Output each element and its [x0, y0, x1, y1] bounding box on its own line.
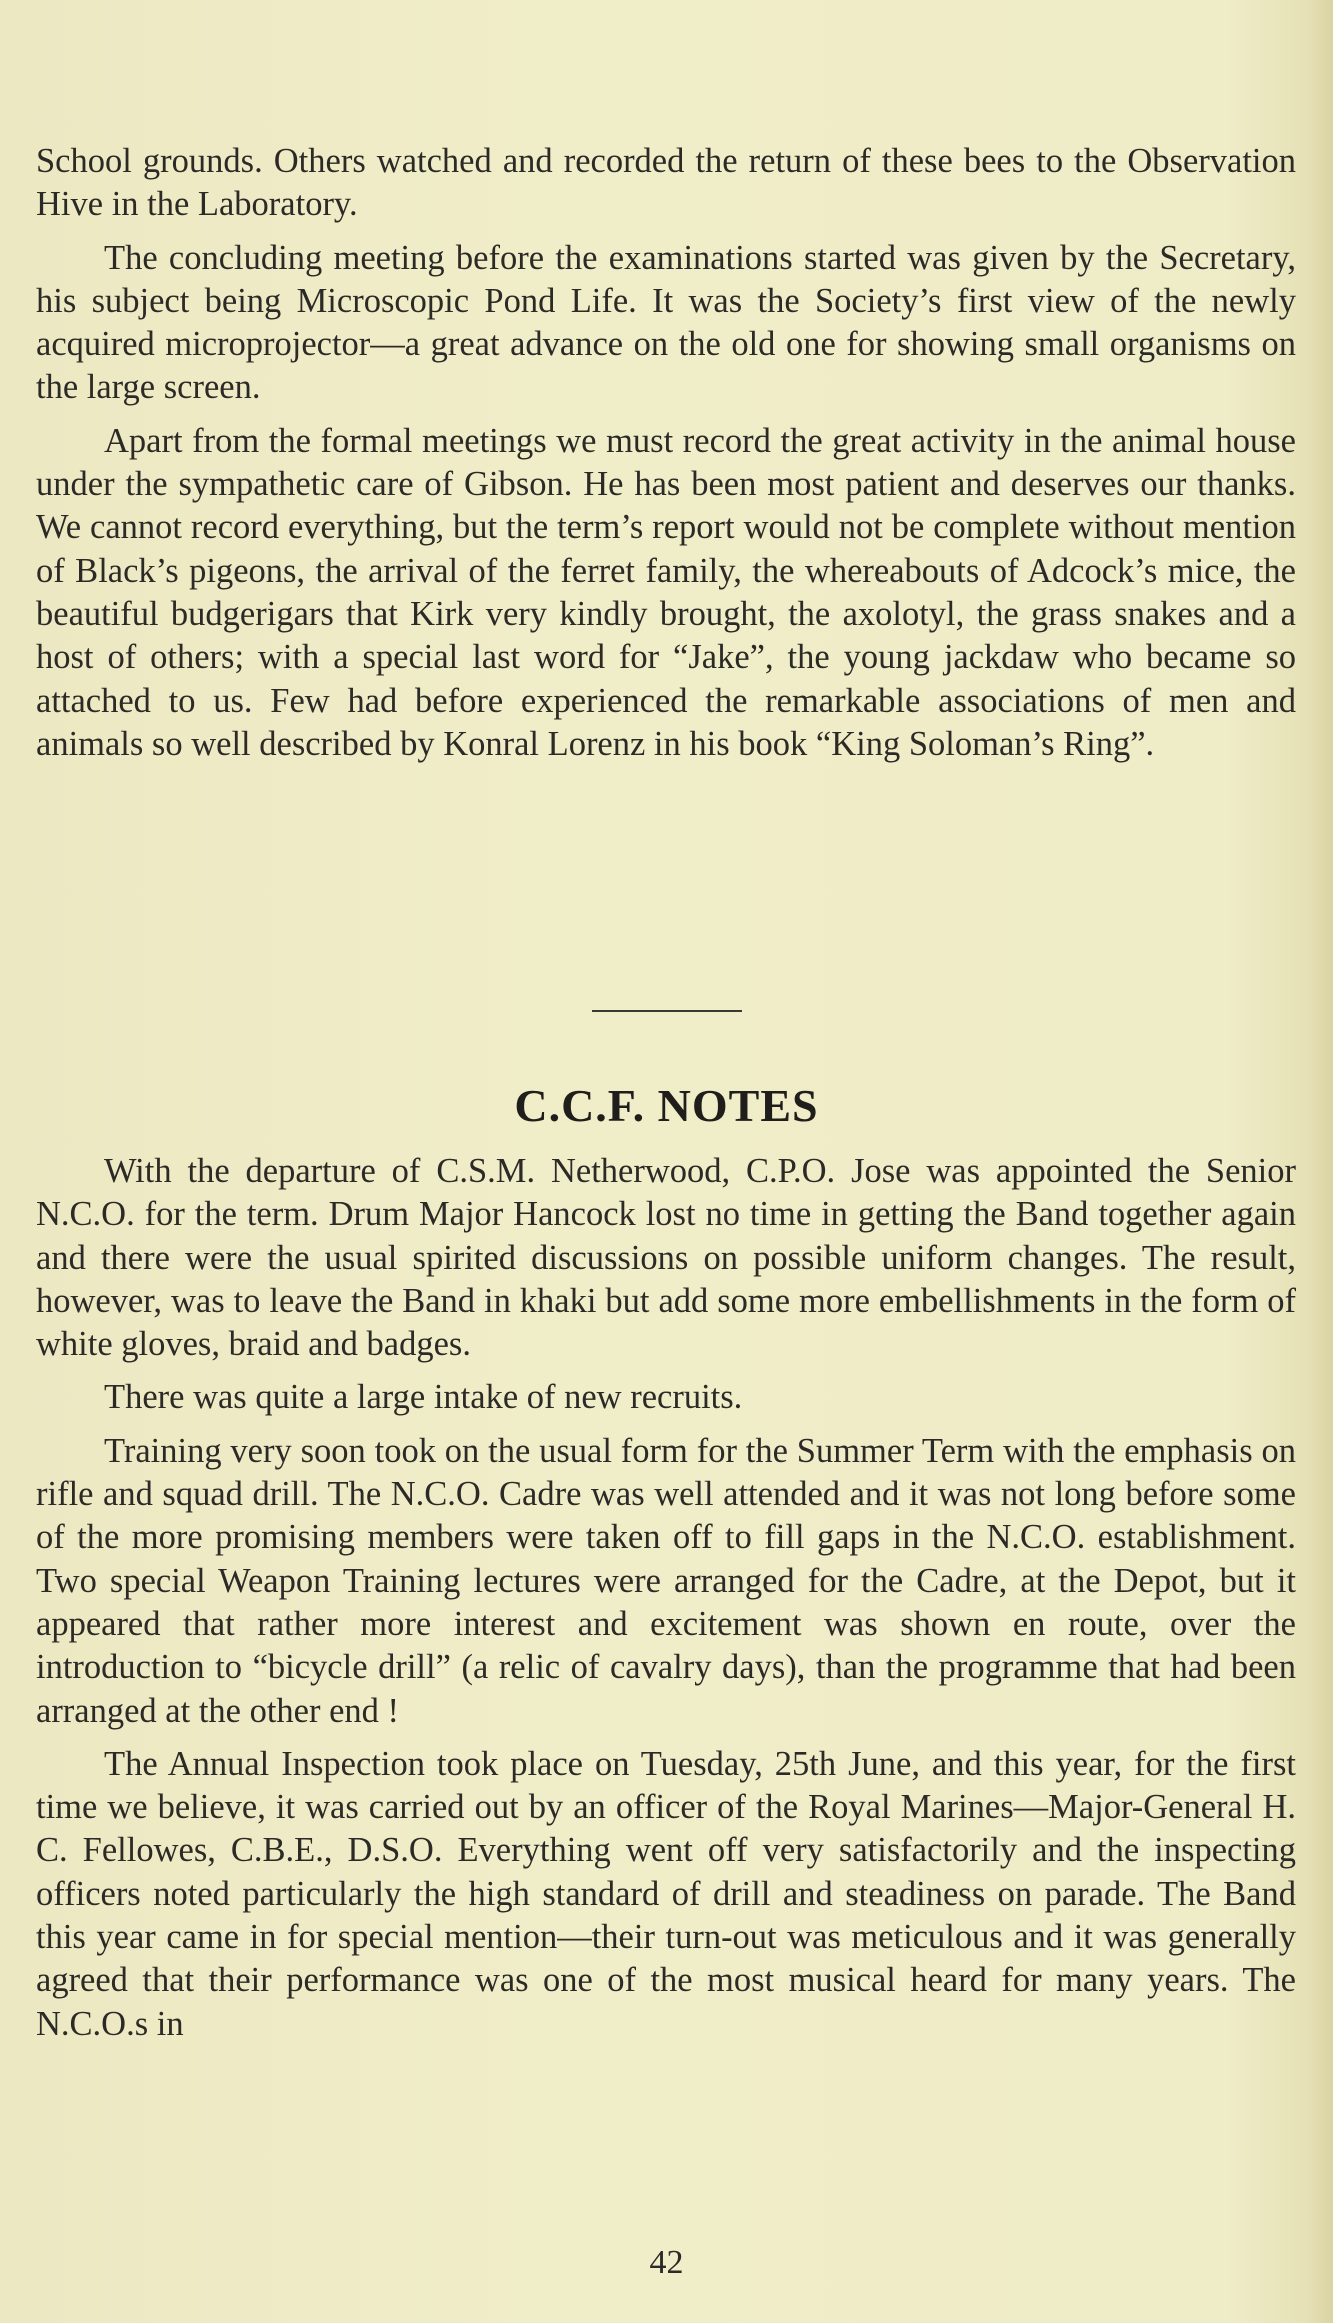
paragraph: The concluding meeting before the examinations started was given by the Secretary, his subject being Microscopic Pond Life. It was the Society’s first view of the newly acquired microprojector—a great advance on the old one for showing small organisms on the large screen. [36, 238, 1296, 407]
ccf-notes-body [36, 1150, 1296, 2056]
paragraph: Training very soon took on the usual form for the Summer Term with the emphasis on rifle and squad drill. The N.C.O. Cadre was well attended and it was not long before some of the more promising members were taken off to fill gaps in the N.C.O. establishment. Two special Weapon Training lectures were arranged for the Cadre, at the Depot, but it appeared that rather more interest and excitement was shown en route, over the introduction to “bicycle drill” (a relic of cavalry days), than the programme that had been arranged at the other end ! [36, 1431, 1296, 1730]
natural-history-society-continued [36, 140, 1296, 776]
paragraph: There was quite a large intake of new recruits. [104, 1378, 743, 1417]
paragraph: School grounds. Others watched and recorded the return of these bees to the Observation Hive in the Laboratory. [36, 142, 1296, 224]
section-heading: C.C.F. NOTES [514, 1080, 819, 1131]
paragraph: Apart from the formal meetings we must record the great activity in the animal house under the sympathetic care of Gibson. He has been most patient and deserves our thanks. We cannot record everything, but the term’s report would not be complete without mention of Black’s pigeons, the arrival of the ferret family, the whereabouts of Adcock’s mice, the beautiful budgerigars that Kirk very kindly brought, the axolotyl, the grass snakes and a host of others; with a special last word for “Jake”, the young jackdaw who became so attached to us. Few had before experienced the remarkable associations of men and animals so well described by Konral Lorenz in his book “King Soloman’s Ring”. [36, 421, 1296, 763]
page-number: 42 [649, 2244, 684, 2281]
paragraph: With the departure of C.S.M. Netherwood, C.P.O. Jose was appointed the Senior N.C.O. for the term. Drum Major Hancock lost no time in getting the Band together again and there were the usual spirited discussions on possible uniform changes. The result, however, was to leave the Band in khaki but add some more embellishments in the form of white gloves, braid and badges. [36, 1152, 1296, 1364]
paragraph: The Annual Inspection took place on Tuesday, 25th June, and this year, for the first time we believe, it was carried out by an officer of the Royal Marines—Major-General H. C. Fellowes, C.B.E., D.S.O. Everything went off very satisfactorily and the inspecting officers noted particularly the high standard of drill and steadiness on parade. The Band this year came in for special mention—their turn-out was meticulous and it was generally agreed that their performance was one of the most musical heard for many years. The N.C.O.s in [36, 1744, 1296, 2043]
section-divider [592, 1010, 742, 1012]
